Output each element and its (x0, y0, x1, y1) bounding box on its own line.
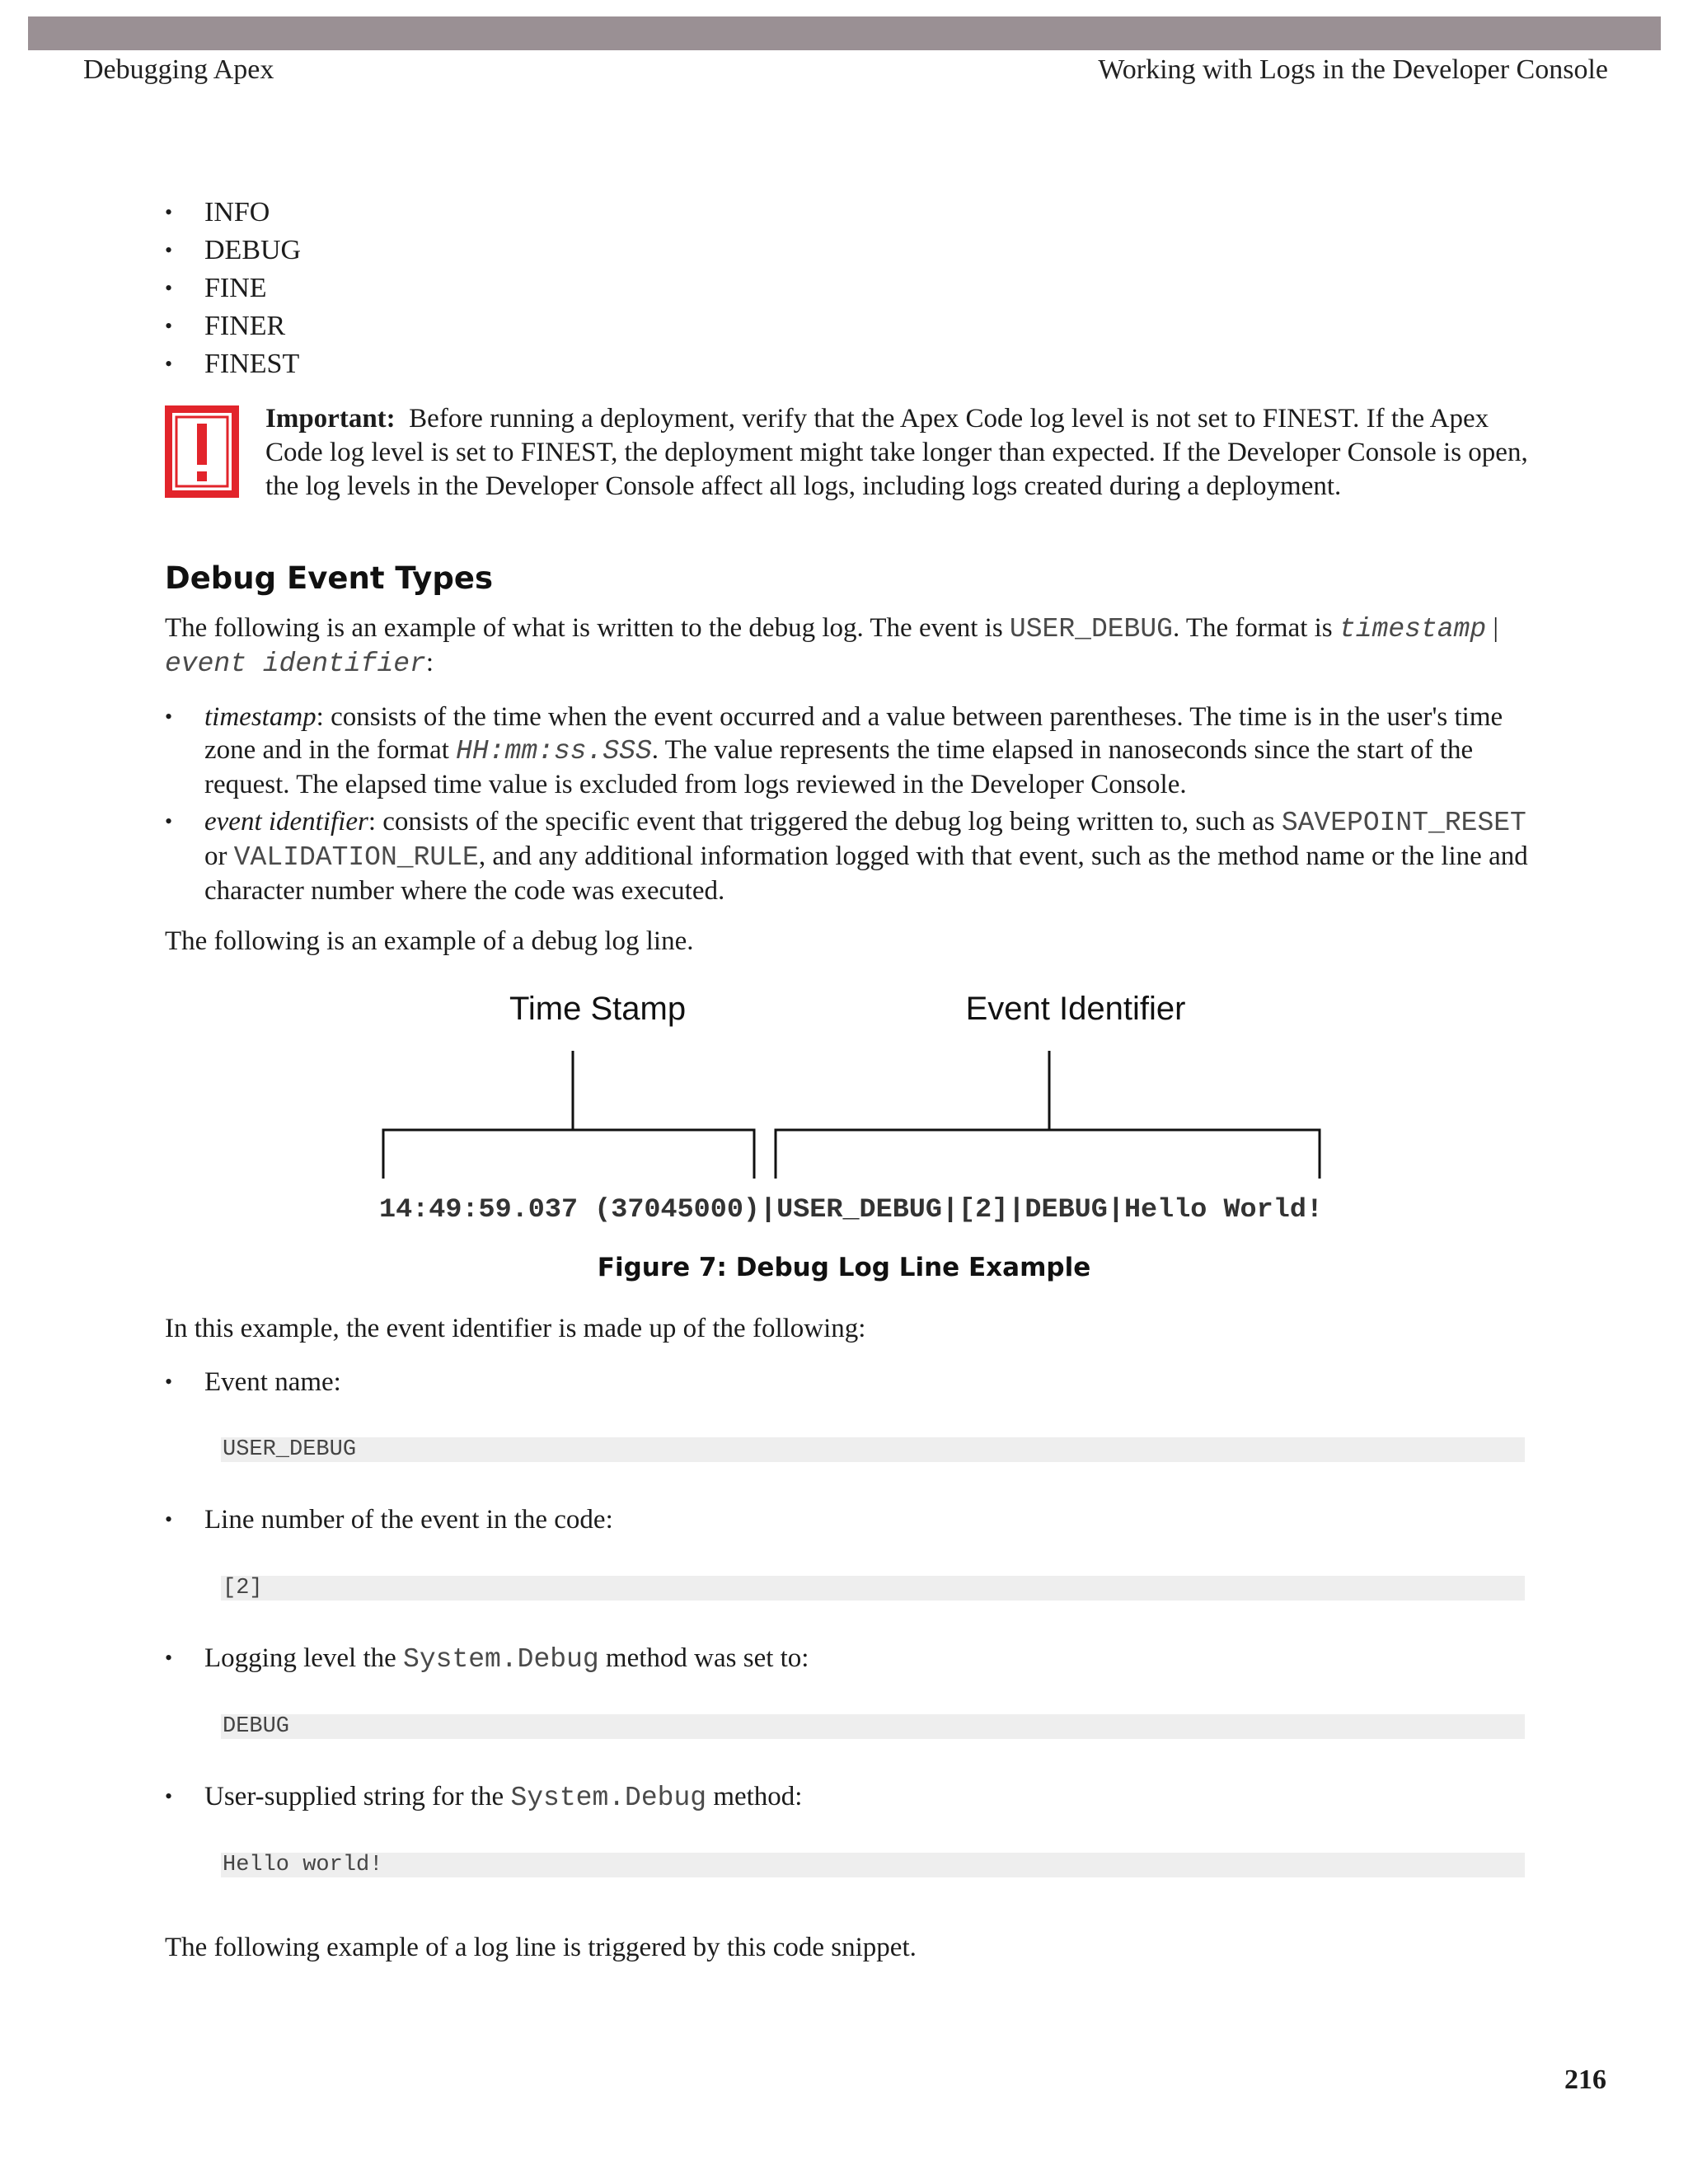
figure-label-event-identifier: Event Identifier (965, 991, 1186, 1027)
code-user-debug: USER_DEBUG (1009, 614, 1173, 644)
figure-label-timestamp: Time Stamp (509, 991, 687, 1027)
figure-caption: Figure 7: Debug Log Line Example (597, 1253, 1091, 1282)
closing-paragraph: The following example of a log line is triggered by this code snippet. (165, 1933, 917, 1962)
code-block-logging-level: DEBUG (221, 1714, 1525, 1739)
warning-icon (165, 405, 239, 498)
log-level-list (165, 194, 301, 383)
code-block-user-string: Hello world! (221, 1853, 1525, 1877)
important-body: Before running a deployment, verify that the Apex Code log level is not set to FINEST. If the Apex Code log level is set to FINEST, the deployment might take longer than expected. If the Developer Console is open, the log levels in the Developer Console affect all logs, including logs created during a deployment. (265, 404, 1528, 501)
bullet-text: Line number of the event in the code: (204, 1505, 613, 1535)
header-bar (28, 16, 1661, 50)
event-identifier-bracket (776, 1130, 1320, 1179)
term-event-identifier: event identifier (204, 807, 368, 837)
text-span: : (425, 648, 434, 677)
code-system-debug: System.Debug (510, 1783, 707, 1813)
figure-log-line: 14:49:59.037 (37045000)|USER_DEBUG|[2]|DEBUG|Hello World! (379, 1194, 1323, 1225)
code-system-debug: System.Debug (403, 1644, 599, 1675)
timestamp-bracket (383, 1130, 754, 1179)
bullet-text (204, 805, 1550, 907)
code-time-format: HH:mm:ss.SSS (456, 736, 652, 766)
debug-log-line-figure (0, 981, 1688, 1236)
code-event-identifier: event identifier (165, 649, 426, 679)
example-intro-paragraph: The following is an example of a debug log line. (165, 926, 694, 956)
text-span: method: (706, 1782, 803, 1811)
bullet-text (204, 701, 1550, 801)
code-block-line-number: [2] (221, 1576, 1525, 1601)
text-span: or (204, 841, 234, 871)
bullet-dot: • (165, 1646, 173, 1670)
text-span: | (1486, 613, 1498, 643)
term-timestamp: timestamp (204, 702, 316, 732)
text-span: : consists of the time when the event occurred and a value between parentheses. The time is in the user's time zone and in the format (204, 702, 1503, 765)
text-span: User-supplied string for the (204, 1782, 511, 1811)
code-timestamp: timestamp (1339, 614, 1487, 644)
header-chapter-title: Debugging Apex (83, 54, 274, 85)
code-savepoint-reset: SAVEPOINT_RESET (1281, 808, 1526, 838)
text-span: Logging level the (204, 1643, 404, 1673)
text-span: The following is an example of what is written to the debug log. The event is (165, 613, 1010, 643)
bullet-dot: • (165, 1784, 173, 1808)
bullet-text: Event name: (204, 1367, 341, 1397)
bullet-dot: • (165, 1507, 173, 1531)
code-validation-rule: VALIDATION_RULE (233, 842, 479, 873)
bullet-dot: • (165, 1370, 173, 1394)
text-span: . The value represents the time elapsed in nanoseconds since the start of the request. The elapsed time value is excluded from logs reviewed in the Developer Console. (204, 735, 1474, 799)
important-text (265, 402, 1551, 504)
section-title: Debug Event Types (165, 560, 493, 596)
list-item: • INFO (165, 194, 301, 232)
text-span: , and any additional information logged with that event, such as the method name or the line and character number where the code was executed. (204, 841, 1528, 906)
text-span: method was set to: (598, 1643, 809, 1673)
bullet-text (204, 1780, 1550, 1815)
breakdown-intro: In this example, the event identifier is made up of the following: (165, 1314, 866, 1343)
code-block-event-name: USER_DEBUG (221, 1437, 1525, 1462)
list-item: • DEBUG (165, 232, 301, 269)
bullet-dot: • (165, 705, 173, 729)
text-span: . The format is (1172, 613, 1339, 643)
list-item: • FINE (165, 269, 301, 307)
format-intro-paragraph (165, 612, 1550, 681)
page-number: 216 (1564, 2064, 1606, 2095)
important-label: Important: (265, 404, 396, 434)
bullet-text (204, 1642, 1550, 1676)
list-item: • FINEST (165, 345, 301, 383)
bullet-dot: • (165, 809, 173, 833)
header-section-title: Working with Logs in the Developer Console (1098, 54, 1608, 85)
list-item: • FINER (165, 307, 301, 345)
text-span: : consists of the specific event that triggered the debug log being written to, such as (368, 807, 1282, 837)
